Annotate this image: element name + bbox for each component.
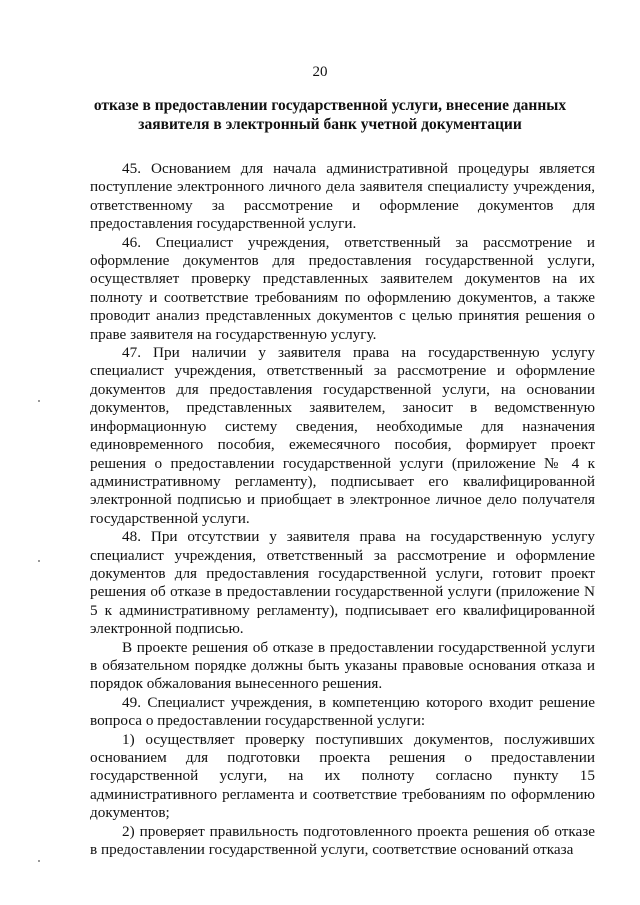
paragraph-49-item-1: 1) осуществляет проверку поступивших документов, послуживших основанием для подготовки проекта решения о предоставлении государственной услуги, на их полноту согласно пункту 15 административного регламента и соответствие требованиям по оформлению документов; xyxy=(90,730,595,822)
paragraph-46: 46. Специалист учреждения, ответственный за рассмотрение и оформление документов для предоставления государственной услуги, осуществляет проверку представленных заявителем документов на их полноту и соответствие требованиям по оформлению документов, а также проводит анализ представленных документов с целью принятия решения о праве заявителя на государственную услугу. xyxy=(90,233,595,343)
page-number: 20 xyxy=(312,64,328,80)
section-heading: отказе в предоставлении государственной услуги, внесение данных заявителя в электронный банк учетной документации xyxy=(93,97,567,133)
paragraph-47: 47. При наличии у заявителя права на государственную услугу специалист учреждения, ответственный за рассмотрение и оформление документов для предоставления государственной услуги, на основании документов, представленных заявителем, заносит в ведомственную информационную систему сведения, необходимые для назначения единовременного пособия, ежемесячного пособия, формирует проект решения о предоставлении государственной услуги (приложение № 4 к административному регламенту), подписывает его квалифицированной электронной подписью и приобщает в электронное личное дело получателя государственной услуги. xyxy=(90,344,595,527)
paragraph-49: 49. Специалист учреждения, в компетенцию которого входит решение вопроса о предоставлении государственной услуги: xyxy=(90,693,595,730)
paragraph-49-item-2: 2) проверяет правильность подготовленного проекта решения об отказе в предоставлении государственной услуги, соответствие оснований отказа xyxy=(90,822,595,859)
scan-margin-mark xyxy=(38,560,40,562)
scan-margin-mark xyxy=(38,860,40,862)
paragraph-45: 45. Основанием для начала административной процедуры является поступление электронного личного дела заявителя специалисту учреждения, ответственному за рассмотрение и оформление документов для предоставления государственной услуги. xyxy=(90,160,595,233)
scan-margin-mark xyxy=(38,400,40,402)
body-text xyxy=(90,160,595,859)
paragraph-48: 48. При отсутствии у заявителя права на государственную услугу специалист учреждения, ответственный за рассмотрение и оформление документов для предоставления государственной услуги, готовит проект решения об отказе в предоставлении государственной услуги (приложение N 5 к административному регламенту), подписывает его квалифицированной электронной подписью. xyxy=(90,528,595,638)
paragraph-48-refusal-note: В проекте решения об отказе в предоставлении государственной услуги в обязательном порядке должны быть указаны правовые основания отказа и порядок обжалования вынесенного решения. xyxy=(90,638,595,693)
